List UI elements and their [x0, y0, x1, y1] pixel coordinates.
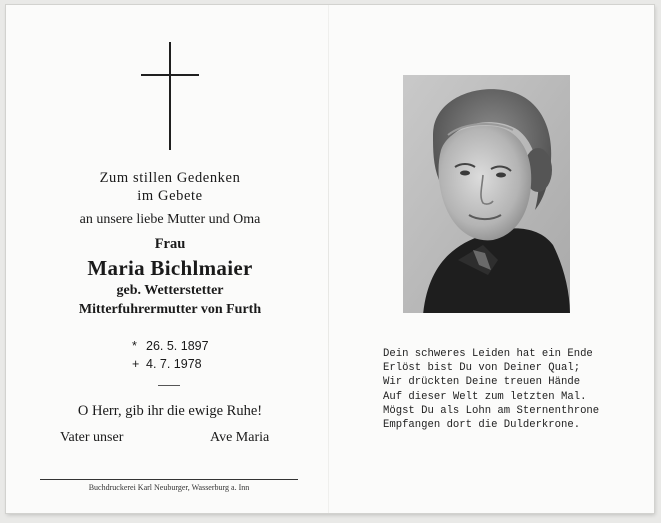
prayer-hail-mary: Ave Maria — [210, 430, 270, 445]
poem-line: Auf dieser Welt zum letzten Mal. — [383, 390, 587, 403]
prayer-request: O Herr, gib ihr die ewige Ruhe! — [77, 403, 263, 419]
honorific: Frau — [154, 236, 186, 252]
death-date: 4. 7. 1978 — [146, 357, 202, 371]
poem-line: Dein schweres Leiden hat ein Ende — [383, 348, 593, 360]
remembrance-line-2: im Gebete — [137, 188, 203, 204]
deceased-name: Maria Bichlmaier — [87, 256, 253, 280]
remembrance-line-1: Zum stillen Gedenken — [99, 170, 241, 186]
memorial-poem — [383, 347, 599, 432]
death-row — [132, 355, 209, 373]
portrait-image — [403, 75, 570, 313]
poem-line: Wir drückten Deine treuen Hände — [383, 376, 581, 389]
dedication-line: an unsere liebe Mutter und Oma — [79, 212, 261, 227]
life-dates — [132, 337, 209, 373]
death-symbol: + — [132, 357, 140, 371]
maiden-name: geb. Wetterstetter — [116, 283, 224, 298]
poem-line: Erlöst bist Du von Deiner Qual; — [383, 362, 581, 375]
farm-title: Mitterfuhrermutter von Furth — [78, 302, 262, 317]
poem-line: Mögst Du als Lohn am Sternenthrone — [383, 404, 600, 417]
card-fold — [328, 5, 329, 513]
printer-imprint: Buchdruckerei Karl Neuburger, Wasserburg a. Inn — [88, 483, 250, 492]
birth-row — [132, 337, 209, 355]
cross-icon — [138, 42, 202, 152]
poem-line: Empfangen dort die Dulderkrone. — [383, 419, 581, 432]
prayer-our-father: Vater unser — [60, 430, 124, 445]
divider — [158, 385, 180, 386]
portrait-photo — [403, 75, 570, 313]
birth-symbol: * — [132, 339, 137, 353]
footer-divider — [40, 479, 298, 480]
birth-date: 26. 5. 1897 — [146, 339, 209, 353]
